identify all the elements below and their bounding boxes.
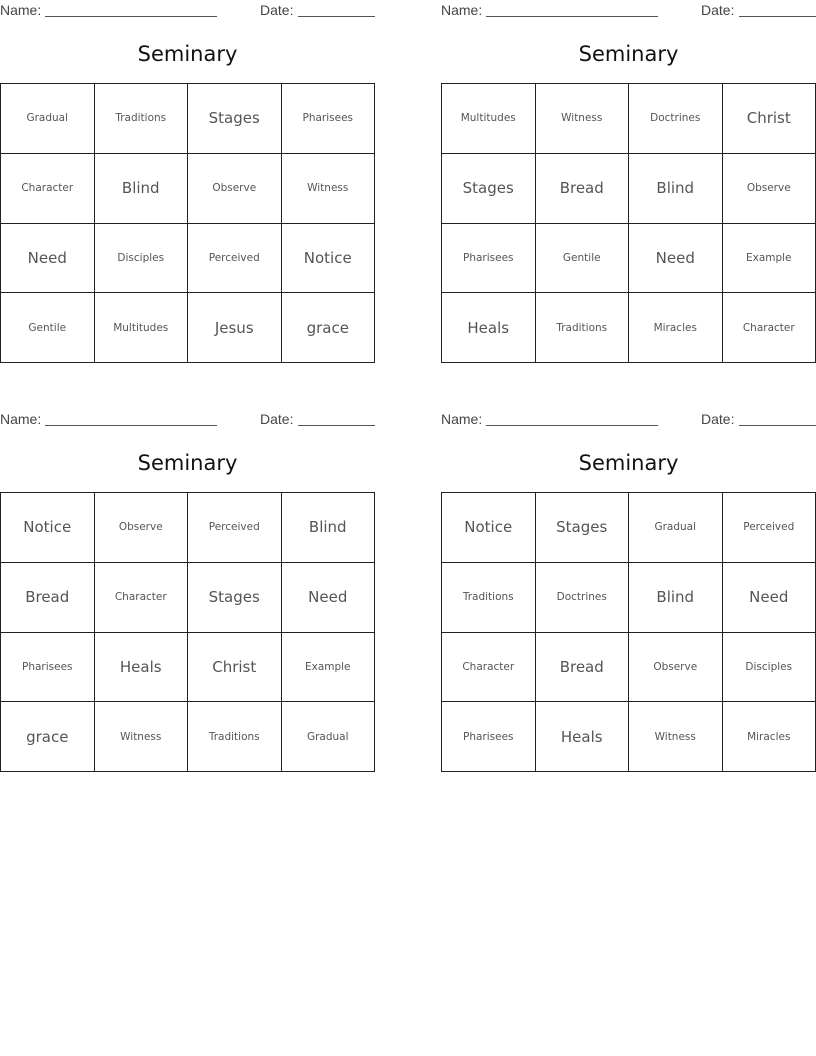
bingo-cell: Disciples [95, 224, 189, 294]
bingo-card-2 [441, 0, 816, 365]
bingo-card-3 [0, 409, 375, 774]
name-blank-line [486, 16, 658, 17]
bingo-cell: Character [442, 633, 536, 703]
date-blank-line [298, 16, 375, 17]
bingo-cell: Witness [95, 702, 189, 772]
bingo-cell: Heals [95, 633, 189, 703]
bingo-card-1 [0, 0, 375, 365]
date-blank-line [739, 425, 816, 426]
bingo-cell: Miracles [723, 702, 816, 772]
bingo-cell: Perceived [188, 224, 282, 294]
bingo-cell: Observe [188, 154, 282, 224]
bingo-cell: Traditions [95, 84, 189, 154]
date-blank-line [298, 425, 375, 426]
bingo-cell: Observe [95, 493, 189, 563]
bingo-cell: Need [629, 224, 723, 294]
bingo-cell: Pharisees [442, 702, 536, 772]
bingo-cell: Traditions [188, 702, 282, 772]
bingo-grid [441, 492, 816, 772]
bingo-cell: Gradual [1, 84, 95, 154]
bingo-grid [0, 492, 375, 772]
bingo-cell: Stages [188, 84, 282, 154]
bingo-cell: Character [723, 293, 816, 363]
bingo-cell: Pharisees [1, 633, 95, 703]
bingo-cell: Stages [536, 493, 630, 563]
bingo-cell: Example [723, 224, 816, 294]
bingo-cell: Need [723, 563, 816, 633]
bingo-cell: Traditions [536, 293, 630, 363]
bingo-cell: Observe [629, 633, 723, 703]
name-blank-line [486, 425, 658, 426]
date-label: Date: [701, 2, 735, 18]
bingo-cell: Pharisees [442, 224, 536, 294]
name-label: Name: [0, 411, 42, 427]
date-label: Date: [260, 411, 294, 427]
bingo-cell: Blind [629, 563, 723, 633]
bingo-cell: Doctrines [536, 563, 630, 633]
bingo-cell: Miracles [629, 293, 723, 363]
card-title: Seminary [137, 451, 238, 475]
bingo-cell: Example [282, 633, 376, 703]
bingo-cell: Perceived [723, 493, 816, 563]
date-label: Date: [260, 2, 294, 18]
date-blank-line [739, 16, 816, 17]
bingo-cell: Blind [282, 493, 376, 563]
bingo-cell: Need [282, 563, 376, 633]
bingo-cell: Perceived [188, 493, 282, 563]
bingo-cell: Witness [536, 84, 630, 154]
card-title: Seminary [578, 451, 679, 475]
bingo-cell: Stages [442, 154, 536, 224]
bingo-cell: Christ [188, 633, 282, 703]
name-blank-line [45, 425, 217, 426]
header-line [441, 2, 816, 20]
bingo-cell: Notice [1, 493, 95, 563]
bingo-cell: Blind [629, 154, 723, 224]
bingo-grid [441, 83, 816, 363]
header-line [0, 411, 375, 429]
bingo-cell: Gentile [536, 224, 630, 294]
bingo-grid [0, 83, 375, 363]
card-title: Seminary [578, 42, 679, 66]
header-line [0, 2, 375, 20]
bingo-cell: Bread [536, 154, 630, 224]
bingo-cell: Heals [536, 702, 630, 772]
bingo-cell: Witness [629, 702, 723, 772]
bingo-cell: Multitudes [95, 293, 189, 363]
bingo-cell: Witness [282, 154, 376, 224]
bingo-cell: Doctrines [629, 84, 723, 154]
bingo-cell: Character [1, 154, 95, 224]
bingo-cell: Stages [188, 563, 282, 633]
bingo-cell: Gentile [1, 293, 95, 363]
bingo-cell: Notice [442, 493, 536, 563]
bingo-cell: Observe [723, 154, 816, 224]
bingo-cell: Character [95, 563, 189, 633]
bingo-cell: Notice [282, 224, 376, 294]
bingo-card-4 [441, 409, 816, 774]
name-label: Name: [441, 411, 483, 427]
bingo-cell: Need [1, 224, 95, 294]
bingo-cell: Pharisees [282, 84, 376, 154]
bingo-cell: Gradual [629, 493, 723, 563]
header-line [441, 411, 816, 429]
bingo-cell: Heals [442, 293, 536, 363]
date-label: Date: [701, 411, 735, 427]
bingo-cell: Bread [1, 563, 95, 633]
bingo-cell: Multitudes [442, 84, 536, 154]
name-label: Name: [441, 2, 483, 18]
bingo-cell: grace [282, 293, 376, 363]
bingo-cell: Gradual [282, 702, 376, 772]
card-title: Seminary [137, 42, 238, 66]
bingo-cell: Christ [723, 84, 816, 154]
bingo-cell: grace [1, 702, 95, 772]
bingo-cell: Bread [536, 633, 630, 703]
bingo-cell: Traditions [442, 563, 536, 633]
bingo-cell: Disciples [723, 633, 816, 703]
name-blank-line [45, 16, 217, 17]
bingo-cell: Jesus [188, 293, 282, 363]
bingo-cell: Blind [95, 154, 189, 224]
name-label: Name: [0, 2, 42, 18]
